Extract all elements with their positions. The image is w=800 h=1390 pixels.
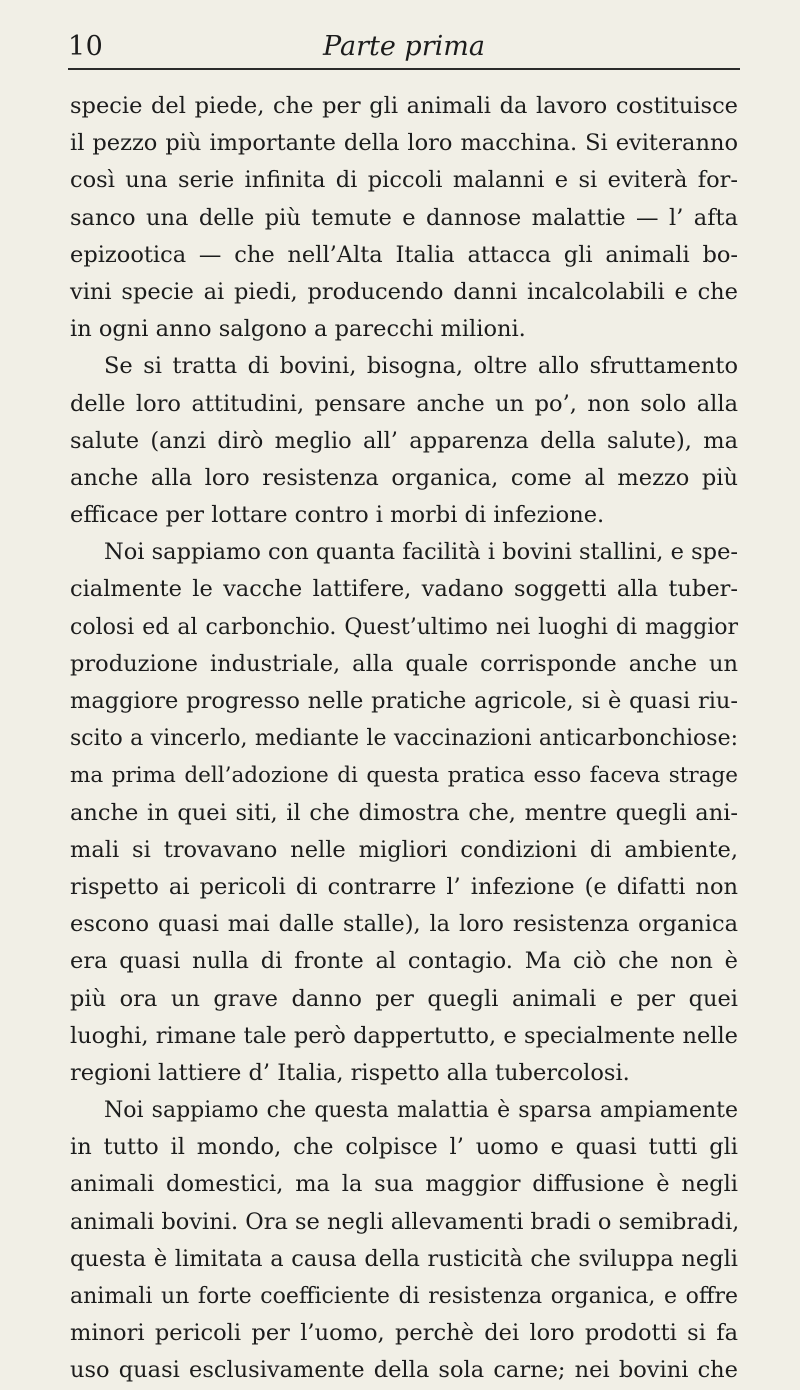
text-line: Se si tratta di bovini, bisogna, oltre allo sfruttamento [104, 353, 738, 380]
text-line: luoghi, rimane tale però dappertutto, e specialmente nelle [70, 1022, 738, 1049]
page-number: 10 [68, 31, 104, 62]
text-line: animali un forte coefficiente di resistenza organica, e offre [70, 1284, 738, 1309]
text-line: uso quasi esclusivamente della sola carne; nei bovini che [70, 1357, 738, 1384]
text-line: in tutto il mondo, che colpisce l’ uomo e quasi tutti gli [70, 1134, 738, 1161]
text-line: vini specie ai piedi, producendo danni incalcolabili e che [70, 278, 738, 305]
text-line: Noi sappiamo con quanta facilità i bovini stallini, e spe- [104, 539, 738, 566]
text-line: cialmente le vacche lattifere, vadano soggetti alla tuber- [70, 576, 738, 603]
text-line: Noi sappiamo che questa malattia è sparsa ampiamente [104, 1098, 738, 1124]
text-line: colosi ed al carbonchio. Quest’ultimo nei luoghi di maggior [70, 614, 738, 640]
running-head: Parte prima [323, 31, 485, 62]
text-line: il pezzo più importante della loro macchina. Si eviteranno [70, 130, 738, 157]
text-line: efficace per lottare contro i morbi di infezione. [70, 502, 605, 529]
header-rule [68, 68, 740, 70]
text-line: mali si trovavano nelle migliori condizioni di ambiente, [70, 836, 738, 863]
text-line: salute (anzi dirò meglio all’ apparenza della salute), ma [70, 427, 738, 454]
text-line: regioni lattiere d’ Italia, rispetto alla tubercolosi. [70, 1059, 630, 1086]
text-line: escono quasi mai dalle stalle), la loro resistenza organica [70, 911, 738, 938]
text-line: sanco una delle più temute e dannose malattie — l’ afta [70, 204, 738, 231]
text-line: ma prima dell’adozione di questa pratica esso faceva strage [70, 763, 738, 789]
text-line: delle loro attitudini, pensare anche un po’, non solo alla [70, 390, 738, 417]
page-header [68, 30, 740, 64]
text-line: animali bovini. Ora se negli allevamenti bradi o semibradi, [70, 1208, 740, 1235]
text-line: epizootica — che nell’Alta Italia attacca gli animali bo- [70, 241, 738, 268]
text-line: produzione industriale, alla quale corrisponde anche un [70, 650, 738, 677]
text-line: così una serie infinita di piccoli malanni e si eviterà for- [70, 167, 738, 194]
text-line: specie del piede, che per gli animali da lavoro costituisce [70, 93, 738, 119]
text-line: anche alla loro resistenza organica, come al mezzo più [70, 464, 738, 491]
text-line: scito a vincerlo, mediante le vaccinazioni anticarbonchiose: [70, 726, 738, 752]
text-line: questa è limitata a causa della rusticità che sviluppa negli [70, 1245, 738, 1272]
text-line: in ogni anno salgono a parecchi milioni. [70, 316, 526, 343]
text-line: minori pericoli per l’uomo, perchè dei loro prodotti si fa [70, 1320, 738, 1347]
text-line: maggiore progresso nelle pratiche agricole, si è quasi riu- [70, 688, 738, 714]
text-line: animali domestici, ma la sua maggior diffusione è negli [70, 1171, 738, 1198]
text-line: anche in quei siti, il che dimostra che, mentre quegli ani- [70, 799, 738, 826]
body-text [70, 88, 738, 1390]
text-line: più ora un grave danno per quegli animali e per quei [70, 985, 738, 1012]
text-line: era quasi nulla di fronte al contagio. Ma ciò che non è [70, 948, 738, 975]
text-line: rispetto ai pericoli di contrarre l’ infezione (e difatti non [70, 873, 738, 900]
